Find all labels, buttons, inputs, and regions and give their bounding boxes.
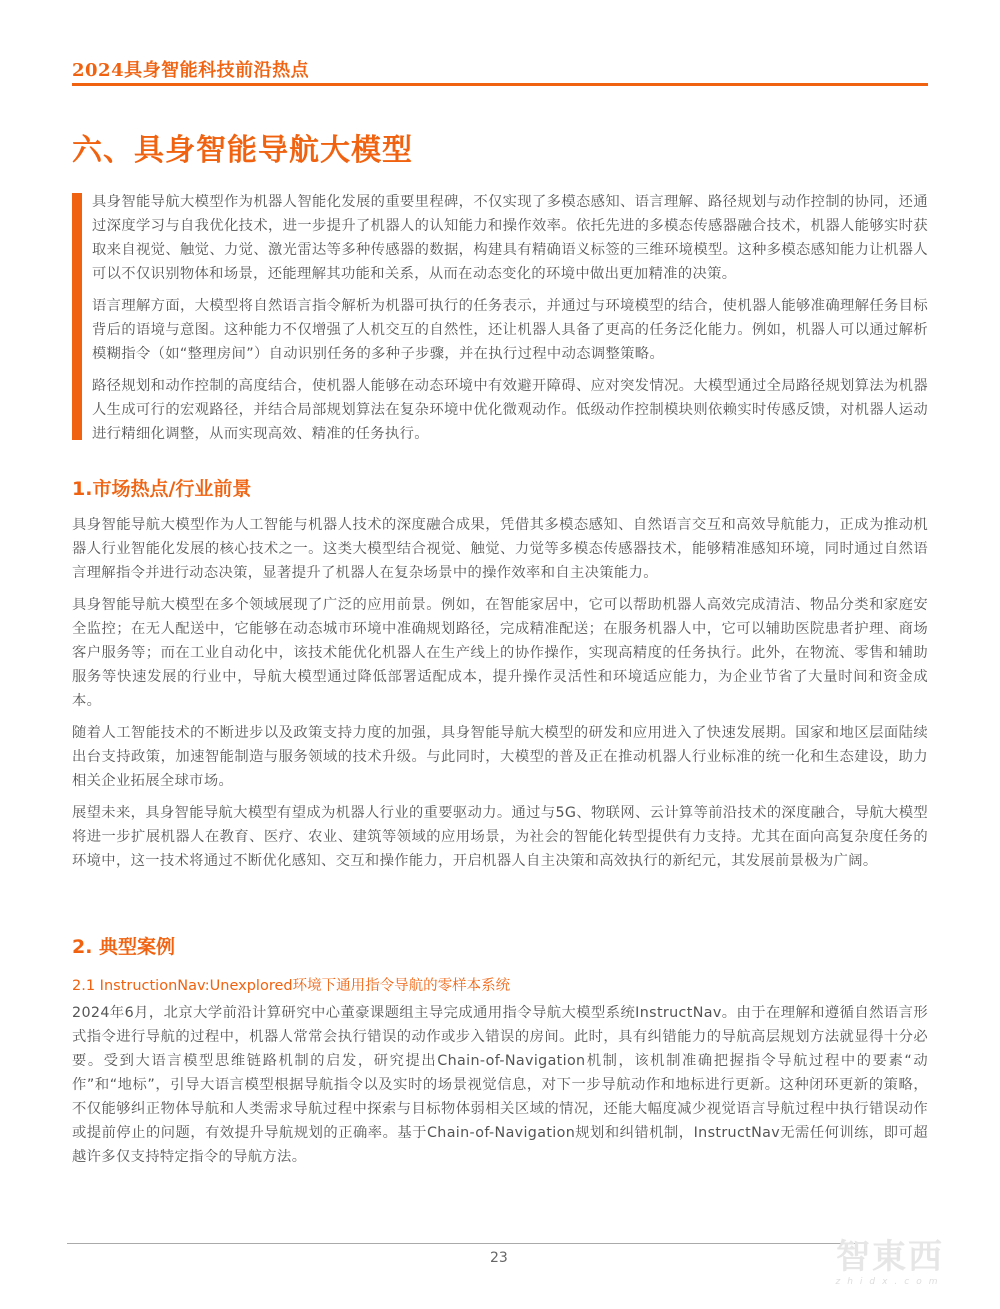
chapter-title: 六、具身智能导航大模型 <box>72 133 413 168</box>
watermark-logo <box>805 1237 975 1299</box>
subsection-heading-instructnav: 2.1 InstructionNav:Unexplored环境下通用指令导航的零样本系统 <box>72 978 511 994</box>
intro-text <box>92 190 928 446</box>
section-heading-cases: 2. 典型案例 <box>72 936 176 958</box>
section-heading-market: 1.市场热点/行业前景 <box>72 478 252 500</box>
body-paragraph: 2024年6月，北京大学前沿计算研究中心董豪课题组主导完成通用指令导航大模型系统InstructNav。由于在理解和遵循自然语言形式指令进行导航的过程中，机器人常常会执行错误的动作或步入错误的房间。此时，具有纠错能力的导航高层规划方法就显得十分必要。受到大语言模型思维链路机制的启发，研究提出Chain-of-Navigation机制，该机制准确把握指令导航过程中的要素“动作”和“地标”，引导大语言模型根据导航指令以及实时的场景视觉信息，对下一步导航动作和地标进行更新。这种闭环更新的策略，不仅能够纠正物体导航和人类需求导航过程中探索与目标物体弱相关区域的情况，还能大幅度减少视觉语言导航过程中执行错误动作或提前停止的问题，有效提升导航规划的正确率。基于Chain-of-Navigation规划和纠错机制，InstructNav无需任何训练，即可超越许多仅支持特定指令的导航方法。 <box>72 1005 928 1165</box>
body-paragraph: 展望未来，具身智能导航大模型有望成为机器人行业的重要驱动力。通过与5G、物联网、云计算等前沿技术的深度融合，导航大模型将进一步扩展机器人在教育、医疗、农业、建筑等领域的应用场景，为社会的智能化转型提供有力支持。尤其在面向高复杂度任务的环境中，这一技术将通过不断优化感知、交互和操作能力，开启机器人自主决策和高效执行的新纪元，其发展前景极为广阔。 <box>72 805 928 869</box>
running-header: 2024具身智能科技前沿热点 <box>72 60 310 81</box>
intro-block <box>72 190 928 454</box>
body-paragraph: 具身智能导航大模型作为人工智能与机器人技术的深度融合成果，凭借其多模态感知、自然语言交互和高效导航能力，正成为推动机器人行业智能化发展的核心技术之一。这类大模型结合视觉、触觉、力觉等多模态传感器技术，能够精准感知环境，同时通过自然语言理解指令并进行动态决策，显著提升了机器人在复杂场景中的操作效率和自主决策能力。 <box>72 517 928 581</box>
watermark-main-text: 智東西 <box>836 1237 944 1277</box>
header-rule <box>72 83 928 86</box>
watermark-sub-text: zhidx.com <box>835 1277 945 1287</box>
intro-paragraph: 语言理解方面，大模型将自然语言指令解析为机器可执行的任务表示，并通过与环境模型的结合，使机器人能够准确理解任务目标背后的语境与意图。这种能力不仅增强了人机交互的自然性，还让机器人具备了更高的任务泛化能力。例如，机器人可以通过解析模糊指令（如“整理房间”）自动识别任务的多种子步骤，并在执行过程中动态调整策略。 <box>92 298 928 362</box>
footer-rule <box>67 1243 858 1244</box>
page-number: 23 <box>490 1250 508 1266</box>
body-paragraph: 具身智能导航大模型在多个领域展现了广泛的应用前景。例如，在智能家居中，它可以帮助机器人高效完成清洁、物品分类和家庭安全监控；在无人配送中，它能够在动态城市环境中准确规划路径，完成精准配送；在服务机器人中，它可以辅助医院患者护理、商场客户服务等；而在工业自动化中，该技术能优化机器人在生产线上的协作操作，实现高精度的任务执行。此外，在物流、零售和辅助服务等快速发展的行业中，导航大模型通过降低部署适配成本，提升操作灵活性和环境适应能力，为企业节省了大量时间和资金成本。 <box>72 597 928 709</box>
body-paragraph: 随着人工智能技术的不断进步以及政策支持力度的加强，具身智能导航大模型的研发和应用进入了快速发展期。国家和地区层面陆续出台支持政策，加速智能制造与服务领域的技术升级。与此同时，大模型的普及正在推动机器人行业标准的统一化和生态建设，助力相关企业拓展全球市场。 <box>72 725 928 789</box>
intro-paragraph: 路径规划和动作控制的高度结合，使机器人能够在动态环境中有效避开障碍、应对突发情况。大模型通过全局路径规划算法为机器人生成可行的宏观路径，并结合局部规划算法在复杂环境中优化微观动作。低级动作控制模块则依赖实时传感反馈，对机器人运动进行精细化调整，从而实现高效、精准的任务执行。 <box>92 378 928 442</box>
intro-accent-bar <box>72 193 82 440</box>
intro-paragraph: 具身智能导航大模型作为机器人智能化发展的重要里程碑，不仅实现了多模态感知、语言理解、路径规划与动作控制的协同，还通过深度学习与自我优化技术，进一步提升了机器人的认知能力和操作效率。依托先进的多模态传感器融合技术，机器人能够实时获取来自视觉、触觉、力觉、激光雷达等多种传感器的数据，构建具有精确语义标签的三维环境模型。这种多模态感知能力让机器人可以不仅识别物体和场景，还能理解其功能和关系，从而在动态变化的环境中做出更加精准的决策。 <box>92 194 928 282</box>
section-cases-body <box>72 1001 928 1177</box>
section-market-body <box>72 513 928 881</box>
